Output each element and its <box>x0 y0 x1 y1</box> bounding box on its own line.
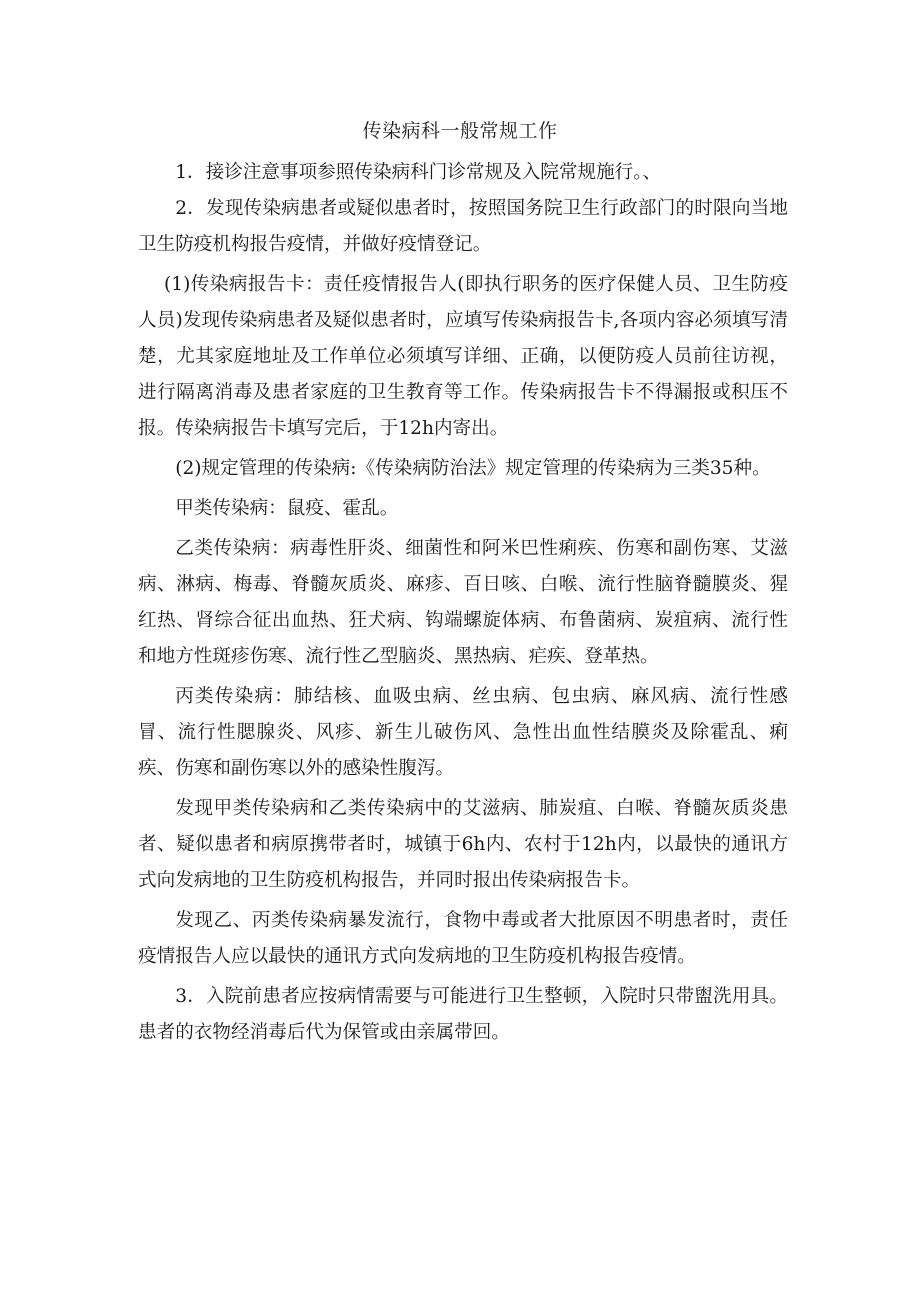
paragraph-urgent-report: 发现甲类传染病和乙类传染病中的艾滋病、肺炭疽、白喉、脊髓灰质炎患者、疑似患者和病原携带者时，城镇于6h内、农村于12h内，以最快的通讯方式向发病地的卫生防疫机构报告，并同时报出传染病报告卡。 <box>138 798 788 891</box>
paragraph-3: 3．入院前患者应按病情需要与可能进行卫生整顿，入院时只带盥洗用具。患者的衣物经消毒后代为保管或由亲属带回。 <box>138 986 788 1043</box>
paragraph-class-a: 甲类传染病：鼠疫、霍乱。 <box>175 498 399 519</box>
document-title: 传染病科一般常规工作 <box>362 120 558 142</box>
paragraph-2: 2．发现传染病患者或疑似患者时，按照国务院卫生行政部门的时限向当地卫生防疫机构报告疫情，并做好疫情登记。 <box>138 198 788 255</box>
paragraph-report-card: (1)传染病报告卡：责任疫情报告人(即执行职务的医疗保健人员、卫生防疫人员)发现传染病患者及疑似患者时，应填写传染病报告卡,各项内容必须填写清楚，尤其家庭地址及工作单位必须填写详细、正确，以便防疫人员前往访视，进行隔离消毒及患者家庭的卫生教育等工作。传染病报告卡不得漏报或积压不报。传染病报告卡填写完后，于12h内寄出。 <box>138 274 788 439</box>
paragraph-class-c: 丙类传染病：肺结核、血吸虫病、丝虫病、包虫病、麻风病、流行性感冒、流行性腮腺炎、风疹、新生儿破伤风、急性出血性结膜炎及除霍乱、痢疾、伤寒和副伤寒以外的感染性腹泻。 <box>138 686 788 779</box>
paragraph-managed-diseases: (2)规定管理的传染病:《传染病防治法》规定管理的传染病为三类35种。 <box>175 458 771 479</box>
paragraph-1: 1．接诊注意事项参照传染病科门诊常规及入院常规施行。、 <box>175 162 662 183</box>
document-body <box>138 155 788 1055</box>
paragraph-class-b: 乙类传染病：病毒性肝炎、细菌性和阿米巴性痢疾、伤寒和副伤寒、艾滋病、淋病、梅毒、脊髓灰质炎、麻疹、百日咳、白喉、流行性脑脊髓膜炎、猩红热、肾综合征出血热、狂犬病、钩端螺旋体病、布鲁菌病、炭疽病、流行性和地方性斑疹伤寒、流行性乙型脑炎、黑热病、疟疾、登革热。 <box>138 538 788 667</box>
paragraph-outbreak-report: 发现乙、丙类传染病暴发流行，食物中毒或者大批原因不明患者时，责任疫情报告人应以最快的通讯方式向发病地的卫生防疫机构报告疫情。 <box>138 910 788 967</box>
